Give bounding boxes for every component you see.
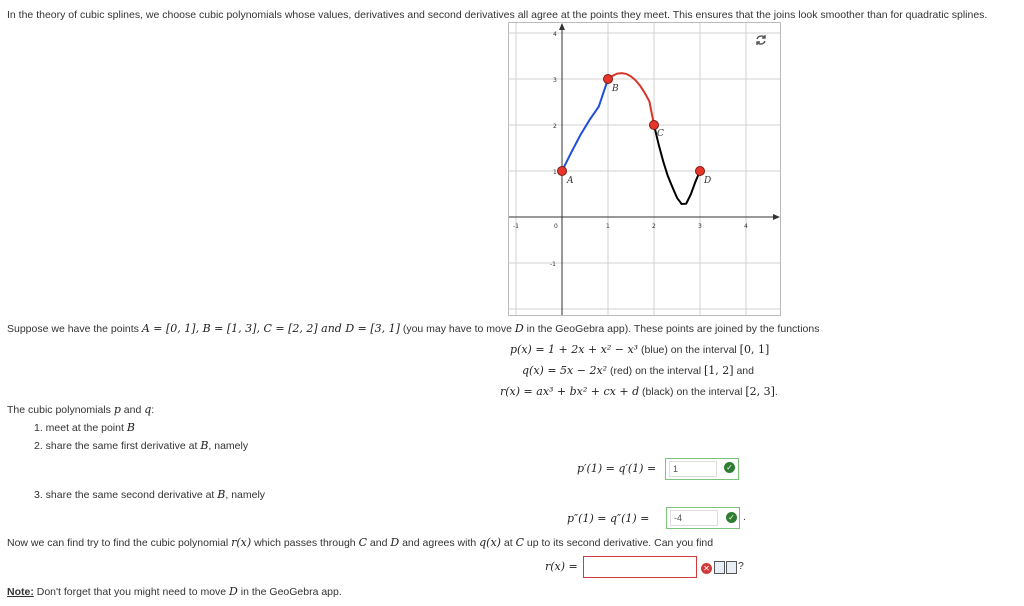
function-q: q(x) = 5x − 2x² (red) on the interval [1, 2] and	[522, 364, 754, 377]
geogebra-applet[interactable]	[508, 22, 781, 316]
x-tick: 4	[744, 223, 748, 230]
point-c-label: C	[657, 129, 664, 139]
note-label: Note:	[7, 586, 34, 598]
point-b[interactable]	[604, 75, 613, 84]
x-tick: -1	[513, 223, 519, 230]
x-tick: 0	[554, 223, 558, 230]
second-derivative-label: p″(1) = q″(1) =	[567, 512, 650, 525]
points-statement: Suppose we have the points A = [0, 1], B = [1, 3], C = [2, 2] and D = [3, 1] (you may have to move D in the GeoGebra app). These points are joined by the functions	[7, 322, 820, 335]
point-b-label: B	[612, 84, 619, 94]
geogebra-graph[interactable]	[509, 23, 780, 315]
list-item: 1. meet at the point B	[34, 421, 135, 434]
rx-input[interactable]	[586, 558, 694, 574]
preview-icon[interactable]	[714, 561, 725, 574]
rx-answer-box	[583, 556, 697, 578]
cubic-intro: The cubic polynomials p and q:	[7, 403, 155, 416]
point-d[interactable]	[696, 167, 705, 176]
intro-text: In the theory of cubic splines, we choose cubic polynomials whose values, derivatives and second derivatives all agree at the points they meet. This ensures that the joins look smoother than for quadratic splines.	[7, 9, 988, 21]
point-a[interactable]	[558, 167, 567, 176]
x-tick: 1	[606, 223, 610, 230]
points-math: A = [0, 1], B = [1, 3], C = [2, 2] and D = [3, 1]	[141, 322, 400, 335]
find-r-statement: Now we can find try to find the cubic polynomial r(x) which passes through C and D and agrees with q(x) at C up to its second derivative. Can you find	[7, 536, 714, 549]
y-tick: -1	[550, 261, 556, 268]
y-tick: 4	[553, 31, 557, 38]
y-tick: 2	[553, 123, 557, 130]
correct-check-icon: ✓	[726, 512, 737, 523]
note: Note: Don't forget that you might need to move D in the GeoGebra app.	[7, 585, 342, 598]
function-p: p(x) = 1 + 2x + x² − x³ (blue) on the interval [0, 1]	[510, 343, 770, 356]
y-tick: 3	[553, 77, 557, 84]
first-derivative-input[interactable]	[669, 461, 717, 477]
function-r: r(x) = ax³ + bx² + cx + d (black) on the interval [2, 3].	[500, 385, 778, 398]
point-d-label: D	[704, 176, 712, 186]
list-item: 3. share the same second derivative at B, namely	[34, 488, 266, 501]
curve-q-red	[608, 73, 654, 125]
first-derivative-label: p′(1) = q′(1) =	[577, 462, 657, 475]
reset-icon[interactable]	[757, 35, 765, 45]
period: .	[743, 511, 746, 523]
x-tick: 2	[652, 223, 656, 230]
second-derivative-input[interactable]	[670, 510, 718, 526]
rx-label: r(x) =	[545, 560, 578, 573]
x-tick: 3	[698, 223, 702, 230]
point-a-label: A	[567, 176, 574, 186]
correct-check-icon: ✓	[724, 462, 735, 473]
incorrect-icon: ✕	[701, 563, 712, 574]
list-item: 2. share the same first derivative at B, namely	[34, 439, 249, 452]
y-tick: 1	[553, 169, 557, 176]
syntax-help-icon[interactable]	[726, 561, 737, 574]
help-link[interactable]: ?	[738, 560, 744, 572]
